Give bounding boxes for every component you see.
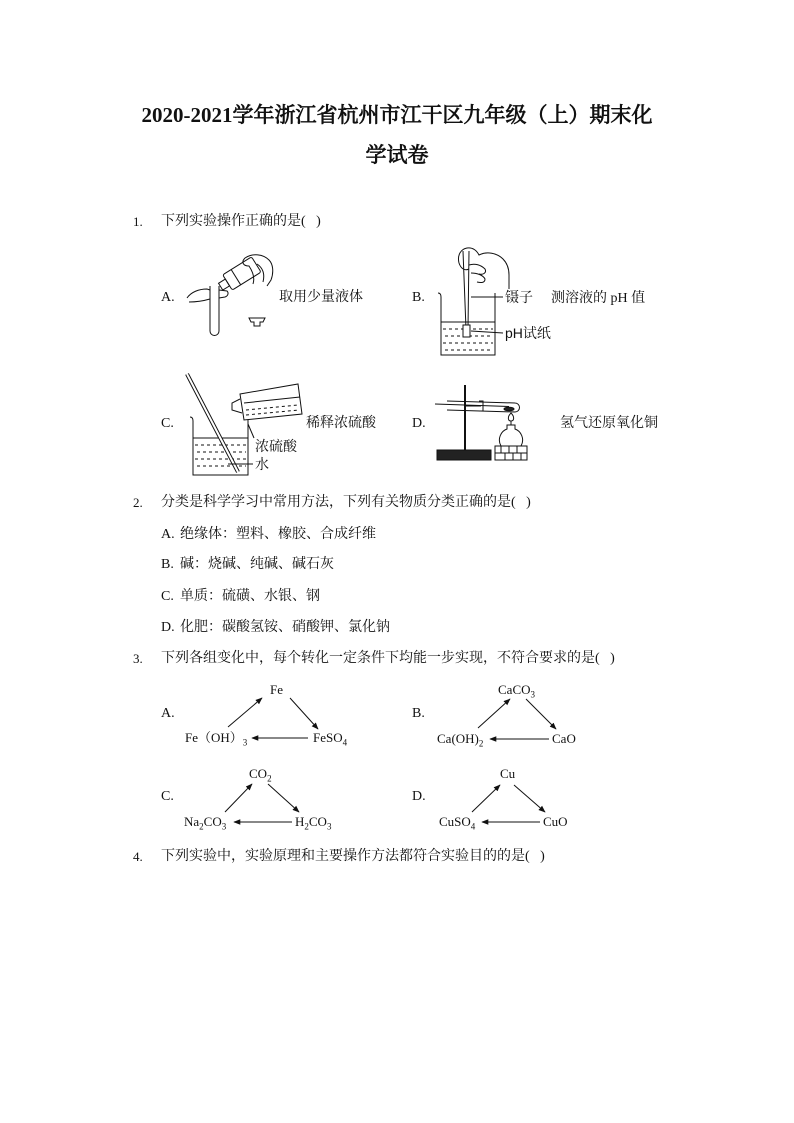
callout-concentrated-acid: 浓硫酸 <box>255 438 297 454</box>
q2-option-a-text: 绝缘体：塑料、橡胶、合成纤维 <box>180 527 376 542</box>
formula-left: CuSO$_4$ <box>439 814 476 832</box>
q2-option-a-label: A. <box>161 527 175 542</box>
q1-option-a-label: A. <box>161 290 175 305</box>
q1-option-c-caption: 稀释浓硫酸 <box>306 416 376 431</box>
formula-left: $Fe(OH)_3$ <box>185 730 248 748</box>
q1-option-c-label: C. <box>161 416 174 431</box>
q1-option-b-label: B. <box>412 290 425 305</box>
arrow-left-to-top <box>225 784 252 812</box>
q3-option-c-diagram <box>180 764 340 834</box>
formula-right: CuO <box>543 814 568 829</box>
question-3-number: 3. <box>133 651 143 666</box>
wooden-blocks-pattern <box>495 446 527 460</box>
pour-liquid-drawing <box>183 252 278 338</box>
q3-option-d-diagram <box>432 764 582 834</box>
arrow-top-to-right <box>514 785 545 812</box>
callout-line-ph-paper <box>471 331 503 333</box>
bottle-neck <box>219 279 230 290</box>
ph-measure-drawing <box>433 243 513 358</box>
formula-left: $Na_2CO_3$ <box>184 814 227 832</box>
formula-right: $H_2CO_3$ <box>295 814 332 832</box>
bottle-stopper <box>249 318 265 326</box>
exam-title-line-2: 学试卷 <box>365 143 429 167</box>
question-1-stem: 下列实验操作正确的是( ) <box>161 214 321 229</box>
q1-option-b-figure <box>433 243 513 358</box>
q2-option-b-text: 碱：烧碱、纯碱、碱石灰 <box>180 557 334 572</box>
callout-tweezers: 镊子 <box>505 289 533 305</box>
q1-option-b-caption: 测溶液的 pH 值 <box>551 291 646 306</box>
formula-top: Cu <box>500 766 516 781</box>
q1-option-d-caption: 氢气还原氧化铜 <box>560 416 658 431</box>
question-3-stem: 下列各组变化中，每个转化一定条件下均能一步实现，不符合要求的是( ) <box>161 651 615 666</box>
q2-option-c-text: 单质：硫磺、水银、钢 <box>180 589 320 604</box>
q3-option-b-diagram <box>432 680 592 750</box>
water-dashes <box>195 445 246 466</box>
question-1-number: 1. <box>133 214 143 229</box>
hand <box>458 248 509 289</box>
arrow-top-to-right <box>268 784 299 812</box>
q3-option-a-label: A. <box>161 706 175 721</box>
callout-ph-paper: pH试纸 <box>505 325 551 341</box>
formula-top: $CO_2$ <box>249 766 272 784</box>
glass-rod-core <box>187 374 238 472</box>
q2-option-d-text: 化肥：碳酸氢铵、硝酸钾、氯化钠 <box>180 620 390 635</box>
formula-top: CaCO$_3$ <box>498 682 535 700</box>
exam-title-line-1: 2020-2021学年浙江省杭州市江干区九年级（上）期末化 <box>141 103 653 127</box>
question-2-stem: 分类是科学学习中常用方法，下列有关物质分类正确的是( ) <box>161 495 531 510</box>
arrow-left-to-top <box>228 698 262 727</box>
q3-option-c-label: C. <box>161 789 174 804</box>
ph-test-paper <box>463 325 470 337</box>
dilute-acid-drawing <box>180 372 305 477</box>
arrow-top-to-right <box>526 699 556 729</box>
test-tube <box>210 286 219 336</box>
arrow-top-to-right <box>290 698 318 729</box>
arrow-left-to-top <box>472 785 500 812</box>
bottle-body <box>223 257 261 290</box>
iron-stand-base <box>437 450 491 460</box>
acid-bottle-neck <box>232 399 242 413</box>
q1-option-a-caption: 取用少量液体 <box>279 290 363 305</box>
callout-line-acid <box>248 424 254 438</box>
tweezers <box>463 251 469 329</box>
q2-option-d-label: D. <box>161 620 175 635</box>
beaker <box>438 293 495 355</box>
q1-option-c-figure <box>180 372 305 477</box>
question-4-number: 4. <box>133 849 143 864</box>
formula-top: Fe <box>270 682 283 697</box>
formula-right: CaO <box>552 731 576 746</box>
question-2-number: 2. <box>133 495 143 510</box>
left-hand <box>187 289 228 302</box>
hydrogen-reduction-drawing <box>435 383 545 465</box>
q3-option-a-diagram <box>180 680 355 750</box>
flame <box>508 413 513 421</box>
q2-option-b-label: B. <box>161 557 174 572</box>
reagent-bottle <box>216 257 261 295</box>
bottle-label-edge <box>231 270 241 285</box>
q1-option-d-label: D. <box>412 416 426 431</box>
arrow-left-to-top <box>478 699 510 728</box>
q1-option-a-figure <box>183 252 278 338</box>
q3-option-b-label: B. <box>412 706 425 721</box>
q2-option-c-label: C. <box>161 589 174 604</box>
q1-option-d-figure <box>435 383 545 465</box>
q3-option-d-label: D. <box>412 789 426 804</box>
alcohol-lamp <box>499 425 522 446</box>
question-4-stem: 下列实验中，实验原理和主要操作方法都符合实验目的的是( ) <box>161 849 545 864</box>
formula-right: FeSO$_4$ <box>313 730 348 748</box>
formula-left: $Ca(OH)_2$ <box>437 731 484 749</box>
callout-water: 水 <box>255 456 269 472</box>
copper-oxide-powder <box>504 407 514 411</box>
